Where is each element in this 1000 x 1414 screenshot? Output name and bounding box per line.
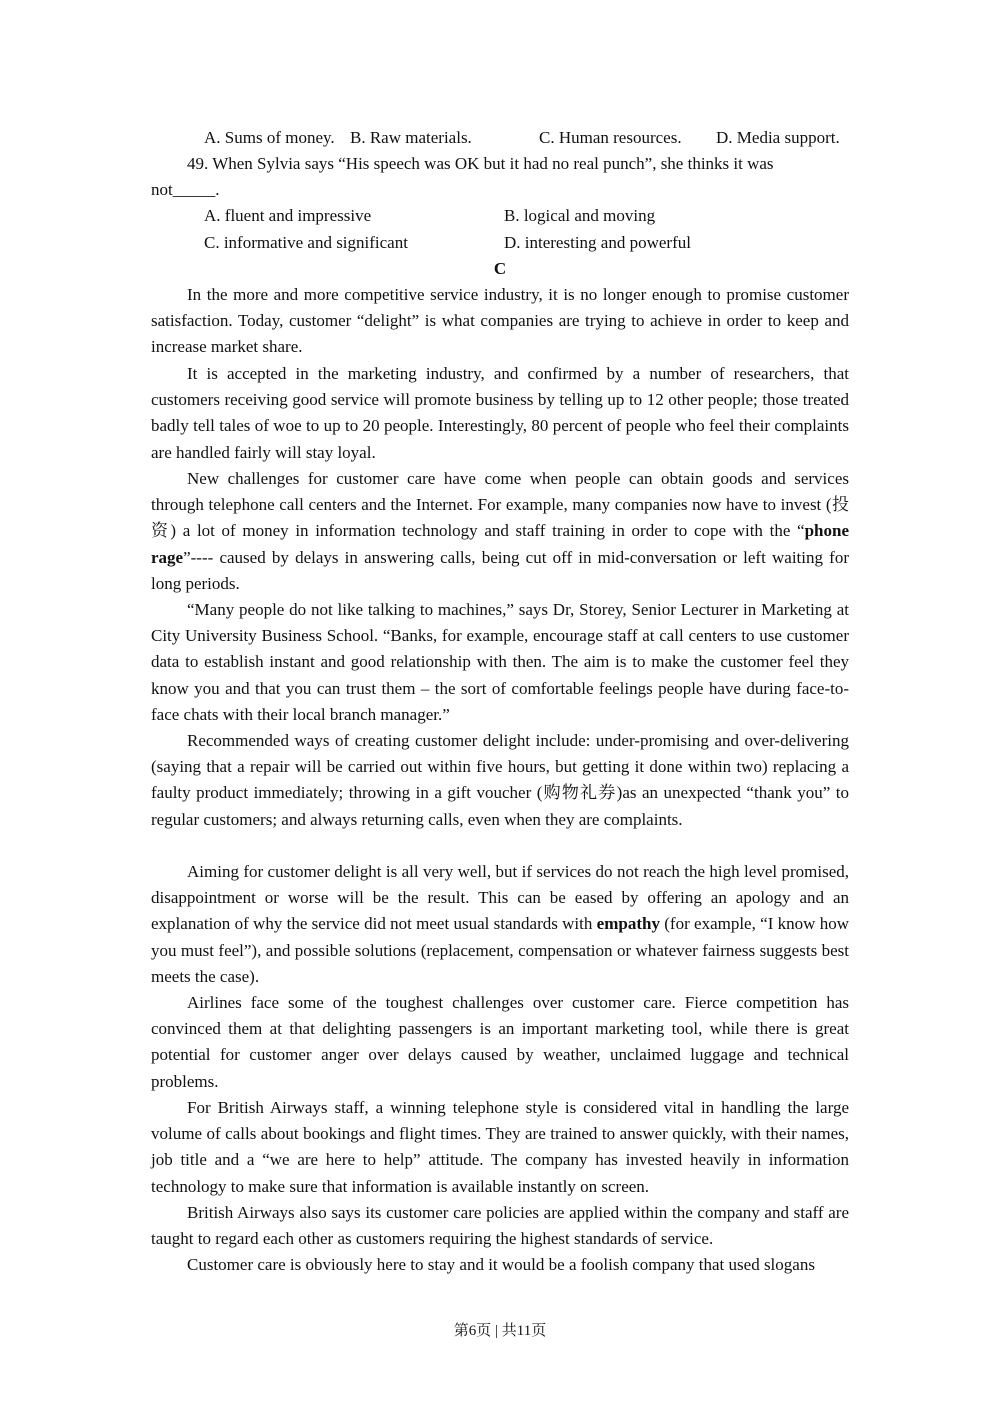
phone-rage-term: phone rage: [151, 521, 849, 567]
paragraph-6-text-after: (for example, “I know how you must feel”), and possible solutions (replacement, compensation or whatever fairness suggests best meets the case).: [151, 914, 849, 986]
paragraph-6-text-before: Aiming for customer delight is all very well, but if services do not reach the high level promised, disappointment or worse will be the result. This can be eased by offering an apology and an explanation of why the service did not meet usual standards with: [151, 862, 849, 934]
passage-paragraph-10: Customer care is obviously here to stay and it would be a foolish company that used slogans: [187, 1255, 815, 1274]
q49-option-d: D. interesting and powerful: [504, 233, 691, 252]
section-heading: C: [493, 259, 507, 278]
q49-stem-continued: not_____.: [151, 180, 220, 199]
paragraph-3-text-after: ”---- caused by delays in answering calls, being cut off in mid-conversation or left waiting for long periods.: [151, 547, 849, 593]
q48-option-a: A. Sums of money.: [204, 128, 335, 147]
q49-option-c: C. informative and significant: [204, 233, 408, 252]
q49-option-a: A. fluent and impressive: [204, 206, 372, 225]
passage-paragraph-4: “Many people do not like talking to machines,” says Dr, Storey, Senior Lecturer in Marketing at City University Business School. “Banks, for example, encourage staff at call centers to use customer data to establish instant and good relationship with then. The aim is to make the customer feel they know you and that you can trust them – the sort of comfortable feelings people have during face-to-face chats with their local branch manager.”: [151, 600, 849, 724]
passage-paragraph-8: For British Airways staff, a winning telephone style is considered vital in handling the large volume of calls about bookings and flight times. They are trained to answer quickly, with their names, job title and a “we are here to help” attitude. The company has invested heavily in information technology to make sure that information is available instantly on screen.: [151, 1098, 849, 1196]
passage-paragraph-3: [151, 466, 849, 597]
passage-paragraph-2: It is accepted in the marketing industry, and confirmed by a number of researchers, that customers receiving good service will promote business by telling up to 12 other people; those treated badly tell tales of woe to up to 20 people. Interestingly, 80 percent of people who feel their complaints are handled fairly will stay loyal.: [151, 364, 849, 462]
q48-option-d: D. Media support.: [716, 128, 840, 147]
passage-paragraph-9: British Airways also says its customer care policies are applied within the company and staff are taught to regard each other as customers requiring the highest standards of service.: [151, 1203, 849, 1249]
q49-option-b: B. logical and moving: [504, 206, 656, 225]
passage-paragraph-6: [151, 859, 849, 990]
empathy-term: empathy: [596, 914, 660, 934]
q49-stem: 49. When Sylvia says “His speech was OK but it had no real punch”, she thinks it was: [187, 154, 774, 173]
passage-paragraph-1: In the more and more competitive service industry, it is no longer enough to promise customer satisfaction. Today, customer “delight” is what companies are trying to achieve in order to keep and increase market share.: [151, 285, 849, 357]
passage-paragraph-5: Recommended ways of creating customer delight include: under-promising and over-delivering (saying that a repair will be carried out within five hours, but getting it done within two) replacing a faulty product immediately; throwing in a gift voucher (购物礼券)as an unexpected “thank you” to regular customers; and always returning calls, even when they are complaints.: [151, 731, 849, 829]
q48-option-b: B. Raw materials.: [350, 128, 472, 147]
passage-paragraph-7: Airlines face some of the toughest challenges over customer care. Fierce competition has convinced them at that delighting passengers is an important marketing tool, while there is great potential for customer anger over delays caused by weather, unclaimed luggage and technical problems.: [151, 993, 849, 1091]
page-number-footer: 第6页 | 共11页: [453, 1323, 547, 1339]
q48-option-c: C. Human resources.: [539, 128, 682, 147]
paragraph-3-text-before: New challenges for customer care have come when people can obtain goods and services through telephone call centers and the Internet. For example, many companies now have to invest (投资) a lot of money in information technology and staff training in order to cope with the “: [151, 469, 849, 541]
